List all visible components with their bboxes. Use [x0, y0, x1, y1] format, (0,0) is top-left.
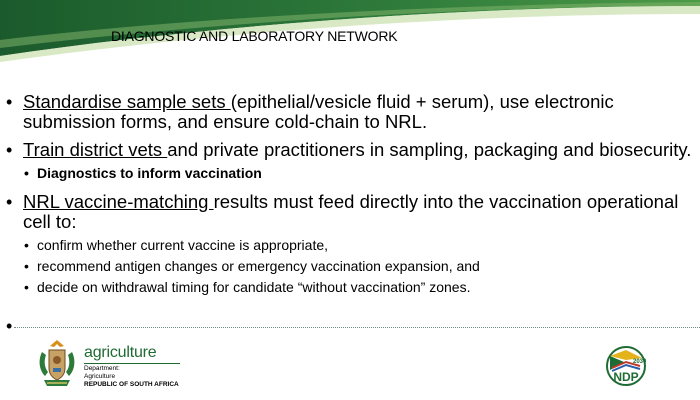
department-line1: Department:	[84, 365, 120, 372]
sub-bullet-item: • recommend antigen changes or emergency vaccination expansion, and	[23, 256, 696, 277]
sub-bullet-list	[23, 163, 696, 184]
bullet-emphasis: NRL vaccine-matching	[23, 191, 214, 212]
department-country: REPUBLIC OF SOUTH AFRICA	[84, 381, 179, 388]
bullet-emphasis: Train district vets	[23, 139, 168, 160]
department-line2: Agriculture	[84, 373, 116, 380]
empty-bullet: •	[6, 316, 13, 336]
coat-of-arms-icon	[36, 338, 78, 390]
bullet-text: and private practitioners in sampling, packaging and biosecurity.	[167, 139, 692, 160]
bullet-item	[6, 92, 696, 132]
bullet-emphasis: Standardise sample sets	[23, 91, 231, 112]
sub-bullet-list	[23, 235, 696, 298]
ndp-logo-icon	[604, 346, 648, 386]
bullet-text: results must feed directly into the vaccination operational cell to:	[23, 191, 679, 232]
sub-bullet-item: • Diagnostics to inform vaccination	[23, 163, 696, 184]
sub-bullet-item: • confirm whether current vaccine is appropriate,	[23, 235, 696, 256]
ndp-label: NDP	[613, 370, 639, 384]
department-name: agriculture	[84, 344, 157, 361]
ndp-year: 2030	[633, 359, 647, 365]
bullet-list	[6, 92, 696, 298]
bullet-item	[6, 192, 696, 298]
footer-divider	[14, 327, 700, 328]
department-block	[84, 345, 180, 389]
sub-bullet-item: • decide on withdrawal timing for candidate “without vaccination” zones.	[23, 277, 696, 298]
slide-title: DIAGNOSTIC AND LABORATORY NETWORK	[111, 28, 398, 44]
bullet-item	[6, 140, 696, 184]
department-rule	[84, 363, 180, 364]
bullet-text: (epithelial/vesicle fluid + serum), use electronic submission forms, and ensure cold-chain to NRL.	[23, 91, 614, 132]
